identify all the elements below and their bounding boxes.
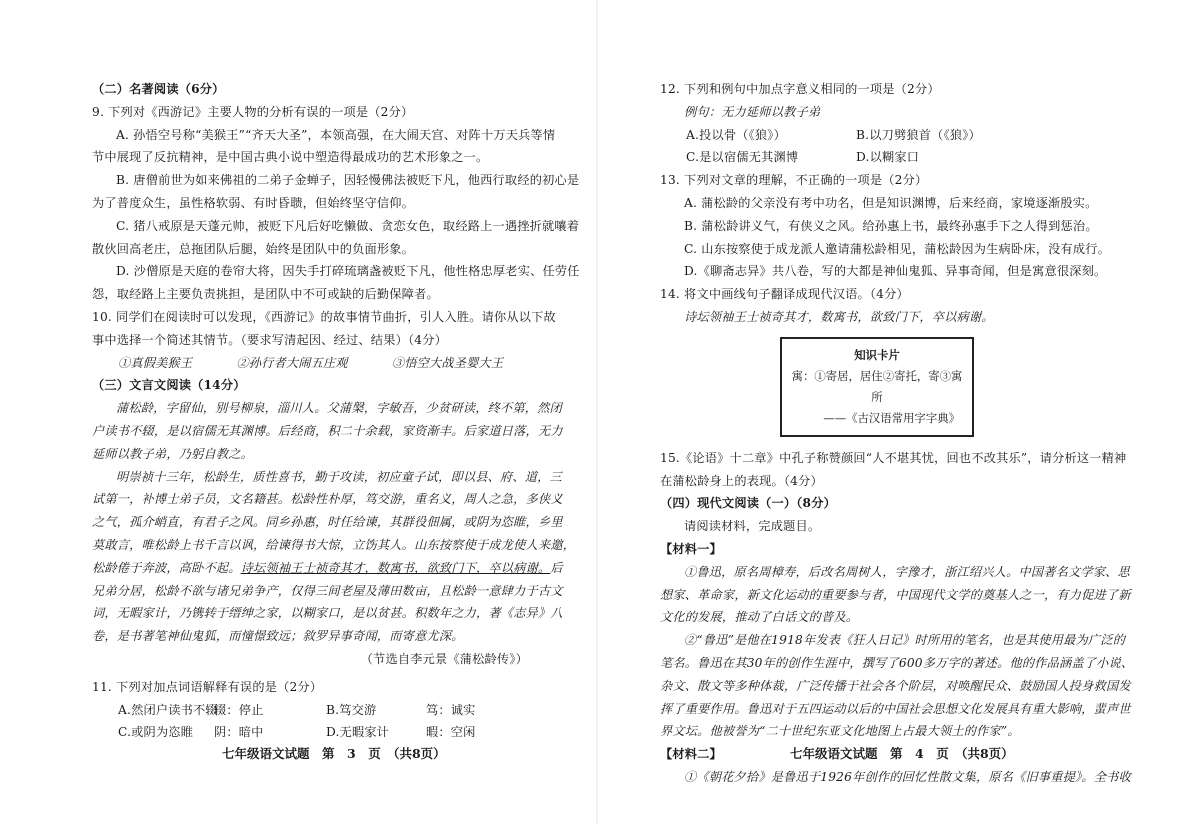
material-1-line5: 笔名。鲁迅在其30年的创作生涯中，撰写了600多万字的著述。他的作品涵盖了小说、 bbox=[660, 655, 1134, 670]
material-1-line7: 挥了重要作用。鲁迅对于五四运动以后的中国社会思想文化发展具有重大影响，蜚声世 bbox=[660, 701, 1131, 716]
material-2-title: 【材料二】 bbox=[660, 747, 722, 762]
question-10-line1: 10. 同学们在阅读时可以发现，《西游记》的故事情节曲折，引人入胜。请你从以下故 bbox=[92, 309, 556, 324]
q11-option-a-gloss: 辍：停止 bbox=[214, 702, 264, 717]
passage-p2-line5 bbox=[92, 557, 563, 580]
q9-option-b-line2: 为了普度众生，虽性格软弱、有时昏聩，但始终坚守信仰。 bbox=[92, 195, 415, 210]
q9-option-a-line2: 节中展现了反抗精神，是中国古典小说中塑造得最成功的艺术形象之一。 bbox=[92, 150, 489, 165]
q11-option-b-gloss: 笃：诚实 bbox=[426, 702, 476, 717]
page-footer-right: 七年级语文试题 第 4 页 （共8页） bbox=[790, 746, 1014, 761]
q12-options-row2 bbox=[660, 146, 1150, 169]
left-page bbox=[0, 0, 590, 824]
passage-p1-line3: 延师以教子弟，乃躬自教之。 bbox=[92, 446, 254, 461]
q11-option-d: D.无暇家计 bbox=[326, 725, 390, 740]
q9-option-d-line1: D. 沙僧原是天庭的卷帘大将，因失手打碎琉璃盏被贬下凡，他性格忠厚老实、任劳任 bbox=[116, 264, 580, 279]
material-1-line4: ②“鲁迅”是他在1918年发表《狂人日记》时所用的笔名，也是其使用最为广泛的 bbox=[684, 633, 1126, 648]
q13-option-d: D.《聊斋志异》共八卷，写的大都是神仙鬼狐、异事奇闻，但是寓意很深刻。 bbox=[684, 264, 1107, 279]
q12-option-c: C.是以宿儒无其渊博 bbox=[686, 150, 799, 165]
material-1-line1: ①鲁迅，原名周樟寿，后改名周树人，字豫才，浙江绍兴人。中国著名文学家、思 bbox=[684, 564, 1130, 579]
q11-option-a: A.然闭户读书不辍 bbox=[118, 702, 218, 717]
q10-options bbox=[92, 352, 558, 375]
passage-p2-line4: 莫敢言，唯松龄上书千言以讽，给谏得书大惊，立饬其人。山东按察使于成龙使人来邀， bbox=[92, 537, 576, 552]
q14-sentence: 诗坛领袖王士祯奇其才，数寓书，欲致门下，卒以病谢。 bbox=[684, 309, 994, 324]
q11-option-d-gloss: 暇：空闲 bbox=[426, 725, 476, 740]
passage-text: 后 bbox=[550, 560, 563, 575]
material-1-line6: 杂文、散文等多种体裁，广泛传播于社会各个阶层，对唤醒民众、鼓励国人投身救国发 bbox=[660, 678, 1131, 693]
question-12: 12. 下列和例句中加点字意义相同的一项是（2分） bbox=[660, 82, 940, 96]
q13-option-c: C. 山东按察使于成龙派人邀请蒲松龄相见，蒲松龄因为生病卧床，没有成行。 bbox=[684, 241, 1111, 256]
question-15-line1: 15.《论语》十二章》中孔子称赞颜回“人不堪其忧，回也不改其乐”，请分析这一精神 bbox=[660, 450, 1127, 465]
question-9: 9. 下列对《西游记》主要人物的分析有误的一项是（2分） bbox=[92, 104, 414, 119]
right-page bbox=[600, 0, 1200, 824]
q9-option-d-line2: 怨，取经路上主要负责挑担，是团队中不可或缺的后勤保障者。 bbox=[92, 287, 439, 302]
question-10-line2: 事中选择一个简述其情节。（要求写清起因、经过、结果）（4分） bbox=[92, 332, 447, 347]
reading-instructions: 请阅读材料，完成题目。 bbox=[684, 519, 821, 534]
passage-p2-line3: 之气，孤介峭直，有君子之风。同乡孙惠，时任给谏，其群役佃属，或阴为恣睢，乡里 bbox=[92, 515, 563, 530]
material-1-line3: 文化的发展，推动了白话文的普及。 bbox=[660, 610, 859, 625]
q13-option-a: A. 蒲松龄的父亲没有考中功名，但是知识渊博，后来经商，家境逐渐殷实。 bbox=[684, 195, 1098, 210]
q11-options-row2 bbox=[92, 721, 558, 744]
question-15-line2: 在蒲松龄身上的表现。（4分） bbox=[660, 473, 823, 488]
passage-p2-line8: 卷，是书著笔神仙鬼狐，而憧憬致远；敘罗异事奇闻，而寄意尤深。 bbox=[92, 629, 464, 644]
knowledge-card-body: 寓：①寄居，居住②寄托，寄③寓所 bbox=[791, 368, 963, 404]
knowledge-card bbox=[780, 337, 974, 437]
passage-p1-line2: 户读书不辍，是以宿儒无其渊博。后经商，积二十余载，家资渐丰。后家道日落，无力 bbox=[92, 423, 563, 438]
q13-option-b: B. 蒲松龄讲义气，有侠义之风。给孙惠上书，最终孙惠手下之人得到惩治。 bbox=[684, 218, 1098, 233]
passage-p2-line7: 词，无暇家计，乃镌转于缙绅之家，以糊家口，是以贫甚。积数年之力，著《志异》八 bbox=[92, 606, 563, 621]
page-divider bbox=[596, 0, 598, 824]
section-4-title: （四）现代文阅读（一）（8分） bbox=[660, 496, 837, 511]
q9-option-c-line1: C. 猪八戒原是天蓬元帅，被贬下凡后好吃懒做、贪恋女色，取经路上一遇挫折就嚷着 bbox=[116, 218, 580, 233]
q12-options-row1 bbox=[660, 124, 1150, 147]
q9-option-b-line1: B. 唐僧前世为如来佛祖的二弟子金蝉子，因轻慢佛法被贬下凡，他西行取经的初心是 bbox=[116, 173, 580, 188]
section-3-title: （三）文言文阅读（14分） bbox=[92, 378, 246, 393]
question-14: 14. 将文中画线句子翻译成现代汉语。（4分） bbox=[660, 287, 909, 302]
q11-option-b: B.笃交游 bbox=[326, 702, 377, 717]
section-2-title: （二）名著阅读（6分） bbox=[92, 82, 225, 96]
q10-option-2: ②孙行者大闹五庄观 bbox=[236, 355, 348, 370]
page-footer-left: 七年级语文试题 第 3 页 （共8页） bbox=[222, 746, 446, 761]
classical-passage bbox=[92, 397, 576, 648]
question-11: 11. 下列对加点词语解释有误的是（2分） bbox=[92, 679, 323, 694]
q9-option-a-line1: A. 孙悟空号称“美猴王”“齐天大圣”，本领高强，在大闹天宫、对阵十万天兵等情 bbox=[116, 127, 556, 142]
passage-p1-line1: 蒲松龄，字留仙，别号柳泉，淄川人。父蒲槃，字敏吾，少贫研读，终不第，然闭 bbox=[116, 401, 562, 416]
passage-p2-line2: 试第一，补博士弟子员，文名籍甚。松龄性朴厚，笃交游，重名义，周人之急，多侠义 bbox=[92, 492, 563, 507]
q11-option-c-gloss: 阴：暗中 bbox=[214, 725, 264, 740]
question-13: 13. 下列对文章的理解，不正确的一项是（2分） bbox=[660, 173, 928, 188]
passage-p2-line1: 明崇祯十三年，松龄生，质性喜书，勤于攻读，初应童子试，即以县、府、道，三 bbox=[116, 469, 562, 484]
material-1-line2: 想家、革命家，新文化运动的重要参与者，中国现代文学的奠基人之一，有力促进了新 bbox=[660, 587, 1131, 602]
knowledge-card-source: ——《古汉语常用字字典》 bbox=[823, 410, 960, 425]
passage-text: 松龄倦于奔波，高卧不起。 bbox=[92, 560, 241, 575]
underlined-sentence: 诗坛领袖王士祯奇其才，数寓书，欲致门下，卒以病谢。 bbox=[240, 560, 551, 575]
q9-option-c-line2: 散伙回高老庄，总拖团队后腿，始终是团队中的负面形象。 bbox=[92, 241, 415, 256]
q11-option-c: C.或阴为恣睢 bbox=[118, 725, 194, 740]
q11-options-row1 bbox=[92, 699, 558, 722]
q10-option-3: ③悟空大战圣婴大王 bbox=[391, 355, 504, 370]
passage-p2-line6: 兄弟分居，松龄不欲与诸兄弟争产，仅得三间老屋及薄田数亩，且松龄一意肆力于古文 bbox=[92, 583, 563, 598]
material-1-title: 【材料一】 bbox=[660, 541, 722, 556]
knowledge-card-title: 知识卡片 bbox=[854, 347, 900, 362]
material-1-text bbox=[660, 561, 1150, 743]
q12-example: 例句：无力延师以教子弟 bbox=[684, 104, 821, 119]
q12-option-b: B.以刀劈狼首（《狼》） bbox=[856, 127, 981, 142]
material-2-line1: ①《朝花夕拾》是鲁迅于1926年创作的回忆性散文集，原名《旧事重提》。全书收 bbox=[684, 769, 1131, 784]
q12-option-d: D.以糊家口 bbox=[856, 150, 920, 165]
material-1-line8: 界文坛。他被誉为“二十世纪东亚文化地图上占最大领土的作家”。 bbox=[660, 724, 1020, 739]
q12-option-a: A.投以骨（《狼》） bbox=[686, 127, 786, 142]
q10-option-1: ①真假美猴王 bbox=[118, 355, 193, 370]
passage-source: （节选自李元景《蒲松龄传》） bbox=[360, 651, 528, 666]
